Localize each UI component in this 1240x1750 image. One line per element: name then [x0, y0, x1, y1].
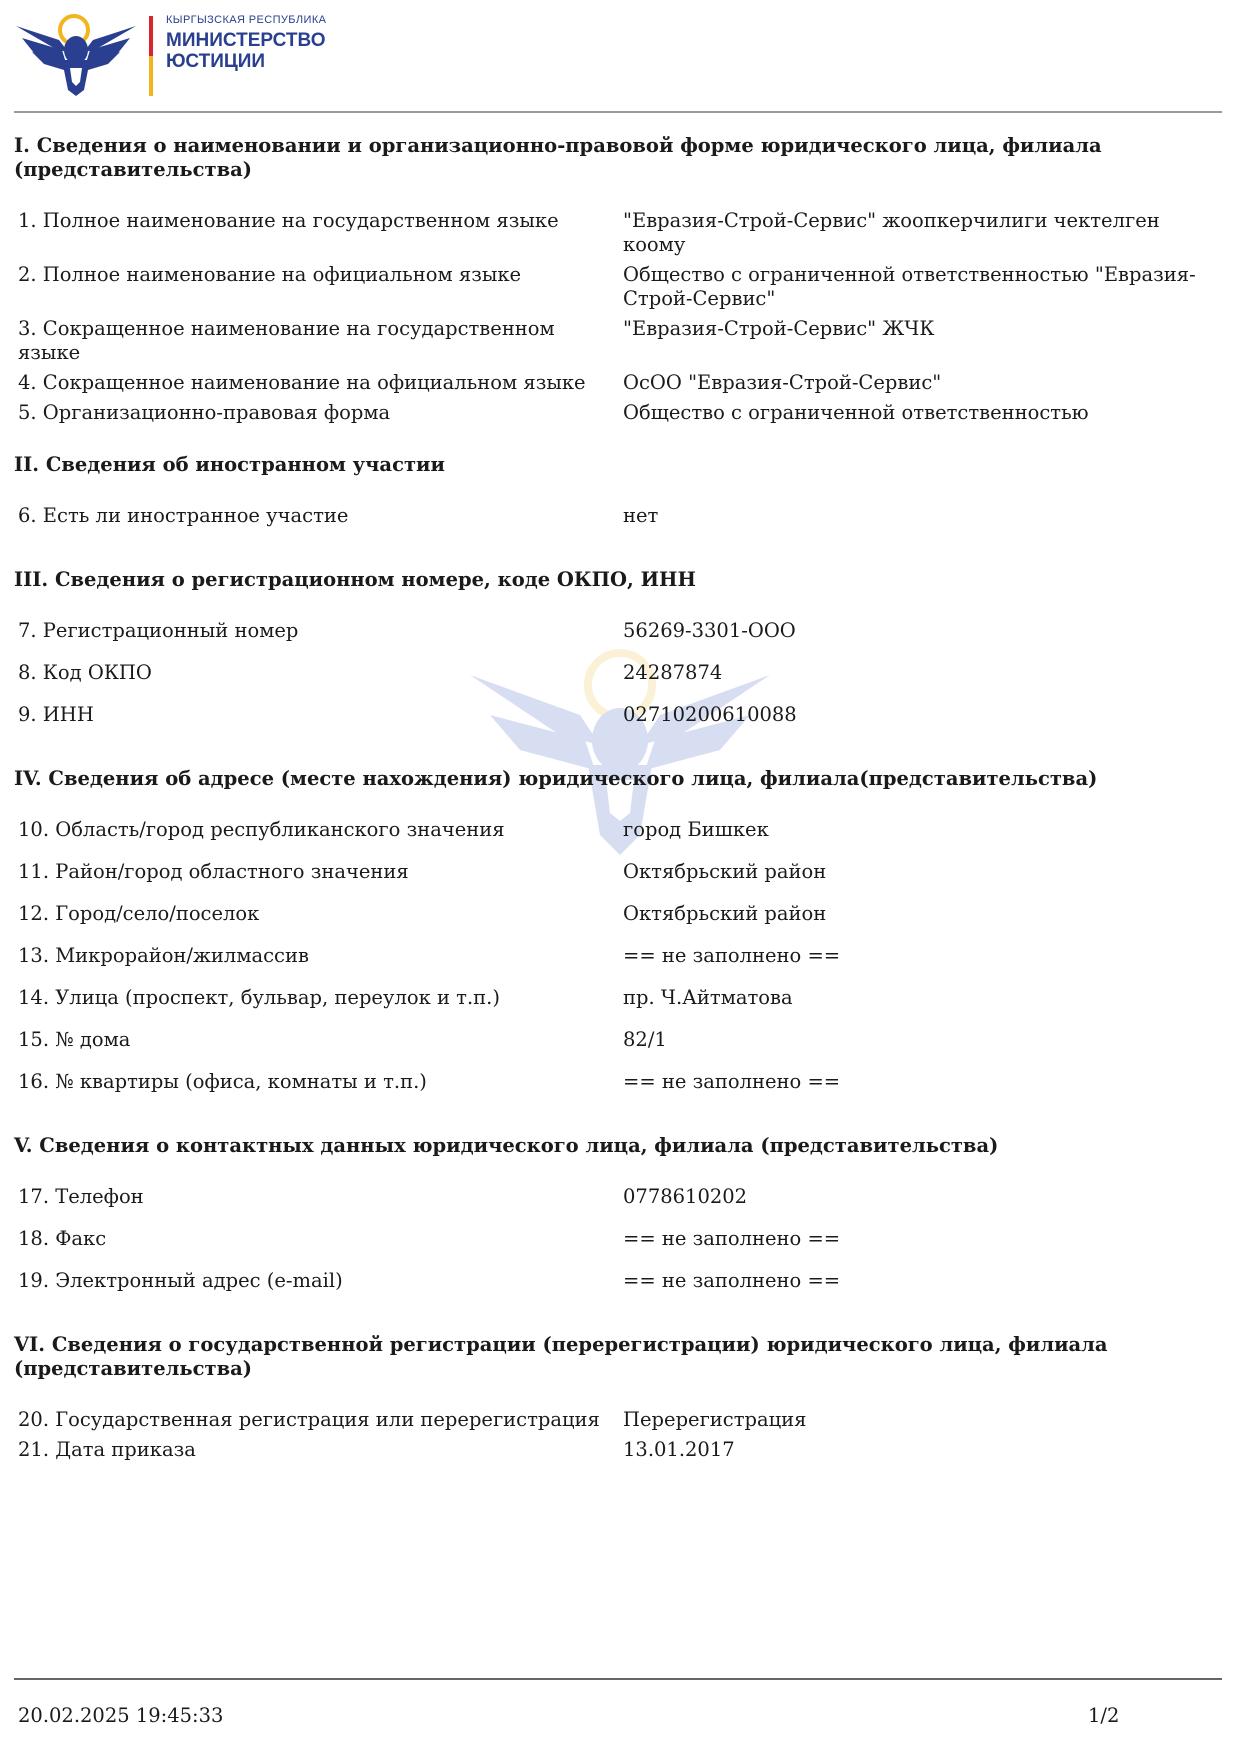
table-row: [14, 504, 1224, 546]
table-row: [14, 1028, 1224, 1070]
table-row: [14, 1227, 1224, 1269]
registry-extract: [14, 124, 1224, 1490]
field-label: 5. Организационно-правовая форма: [18, 401, 391, 424]
table-row: [14, 860, 1224, 902]
section-title: III. Сведения о регистрационном номере, коде ОКПО, ИНН: [14, 568, 696, 591]
field-label: 18. Факс: [18, 1227, 107, 1250]
section-title: IV. Сведения об адресе (месте нахождения) юридического лица, филиала(представительства): [14, 767, 1098, 790]
field-value: 02710200610088: [623, 703, 797, 726]
field-value: Октябрьский район: [623, 860, 827, 883]
section-title: II. Сведения об иностранном участии: [14, 453, 445, 476]
field-label: 19. Электронный адрес (e-mail): [18, 1269, 343, 1292]
table-row: [14, 1408, 1224, 1438]
field-label: 3. Сокращенное наименование на государственном языке: [18, 317, 555, 364]
fields-table: [14, 1408, 1224, 1468]
table-row: [14, 401, 1224, 431]
logo-justice: ЮСТИЦИИ: [166, 51, 266, 72]
table-row: [14, 1070, 1224, 1112]
logo-country: КЫРГЫЗСКАЯ РЕСПУБЛИКА: [166, 14, 327, 26]
field-value: 0778610202: [623, 1185, 748, 1208]
field-label: 8. Код ОКПО: [18, 661, 152, 684]
field-value: пр. Ч.Айтматова: [623, 986, 793, 1009]
footer-divider: [14, 1678, 1222, 1680]
field-label: 21. Дата приказа: [18, 1438, 196, 1461]
table-row: [14, 1269, 1224, 1311]
table-row: [14, 944, 1224, 986]
field-value: Общество с ограниченной ответственностью: [623, 401, 1089, 424]
field-value: Перерегистрация: [623, 1408, 807, 1431]
field-label: 17. Телефон: [18, 1185, 144, 1208]
field-value: == не заполнено ==: [623, 1070, 841, 1093]
field-label: 14. Улица (проспект, бульвар, переулок и т.п.): [18, 986, 500, 1009]
field-value: == не заполнено ==: [623, 1227, 841, 1250]
field-value: ОсОО "Евразия-Строй-Сервис": [623, 371, 942, 394]
field-value: 24287874: [623, 661, 723, 684]
field-value: 13.01.2017: [623, 1438, 735, 1461]
fields-table: [14, 818, 1224, 1112]
table-row: [14, 703, 1224, 745]
section-5: [14, 1134, 1224, 1311]
table-row: [14, 209, 1224, 263]
table-row: [14, 986, 1224, 1028]
section-title: V. Сведения о контактных данных юридического лица, филиала (представительства): [14, 1134, 999, 1157]
field-label: 10. Область/город республиканского значения: [18, 818, 505, 841]
table-row: [14, 661, 1224, 703]
table-row: [14, 818, 1224, 860]
field-label: 7. Регистрационный номер: [18, 619, 299, 642]
section-title: VI. Сведения о государственной регистрации (перерегистрации) юридического лица, филиала (представительства): [14, 1333, 1108, 1380]
field-value: 56269-3301-ООО: [623, 619, 796, 642]
field-label: 16. № квартиры (офиса, комнаты и т.п.): [18, 1070, 427, 1093]
table-row: [14, 371, 1224, 401]
field-label: 12. Город/село/поселок: [18, 902, 260, 925]
table-row: [14, 317, 1224, 371]
table-row: [14, 902, 1224, 944]
print-timestamp: 20.02.2025 19:45:33: [18, 1704, 224, 1727]
table-row: [14, 619, 1224, 661]
field-value: "Евразия-Строй-Сервис" ЖЧК: [623, 317, 935, 340]
field-value: == не заполнено ==: [623, 1269, 841, 1292]
fields-table: [14, 504, 1224, 546]
table-row: [14, 263, 1224, 317]
fields-table: [14, 619, 1224, 745]
section-title: I. Сведения о наименовании и организационно-правовой форме юридического лица, филиала (представительства): [14, 134, 1102, 181]
field-label: 11. Район/город областного значения: [18, 860, 409, 883]
field-value: "Евразия-Строй-Сервис" жоопкерчилиги чектелген коому: [623, 209, 1160, 256]
ministry-eagle-logo-icon: [14, 8, 138, 98]
page-number: 1/2: [1088, 1704, 1120, 1727]
field-value: == не заполнено ==: [623, 944, 841, 967]
field-value: Общество с ограниченной ответственностью "Евразия-Строй-Сервис": [623, 263, 1196, 310]
header-divider: [14, 111, 1222, 113]
field-label: 2. Полное наименование на официальном языке: [18, 263, 522, 286]
fields-table: [14, 209, 1224, 431]
field-label: 9. ИНН: [18, 703, 94, 726]
ministry-name: [166, 14, 326, 72]
field-value: Октябрьский район: [623, 902, 827, 925]
field-value: город Бишкек: [623, 818, 769, 841]
page-header: [14, 8, 1224, 108]
fields-table: [14, 1185, 1224, 1311]
logo-ministry: МИНИСТЕРСТВО: [166, 30, 326, 51]
field-label: 15. № дома: [18, 1028, 131, 1051]
table-row: [14, 1438, 1224, 1468]
field-label: 4. Сокращенное наименование на официальном языке: [18, 371, 586, 394]
table-row: [14, 1185, 1224, 1227]
section-6: [14, 1333, 1224, 1468]
field-value: 82/1: [623, 1028, 667, 1051]
logo-divider: [149, 16, 153, 96]
field-label: 1. Полное наименование на государственном языке: [18, 209, 559, 232]
section-2: [14, 453, 1224, 546]
field-value: нет: [623, 504, 659, 527]
field-label: 6. Есть ли иностранное участие: [18, 504, 349, 527]
section-1: [14, 134, 1224, 431]
field-label: 20. Государственная регистрация или перерегистрация: [18, 1408, 600, 1431]
section-4: [14, 767, 1224, 1112]
field-label: 13. Микрорайон/жилмассив: [18, 944, 309, 967]
section-3: [14, 568, 1224, 745]
